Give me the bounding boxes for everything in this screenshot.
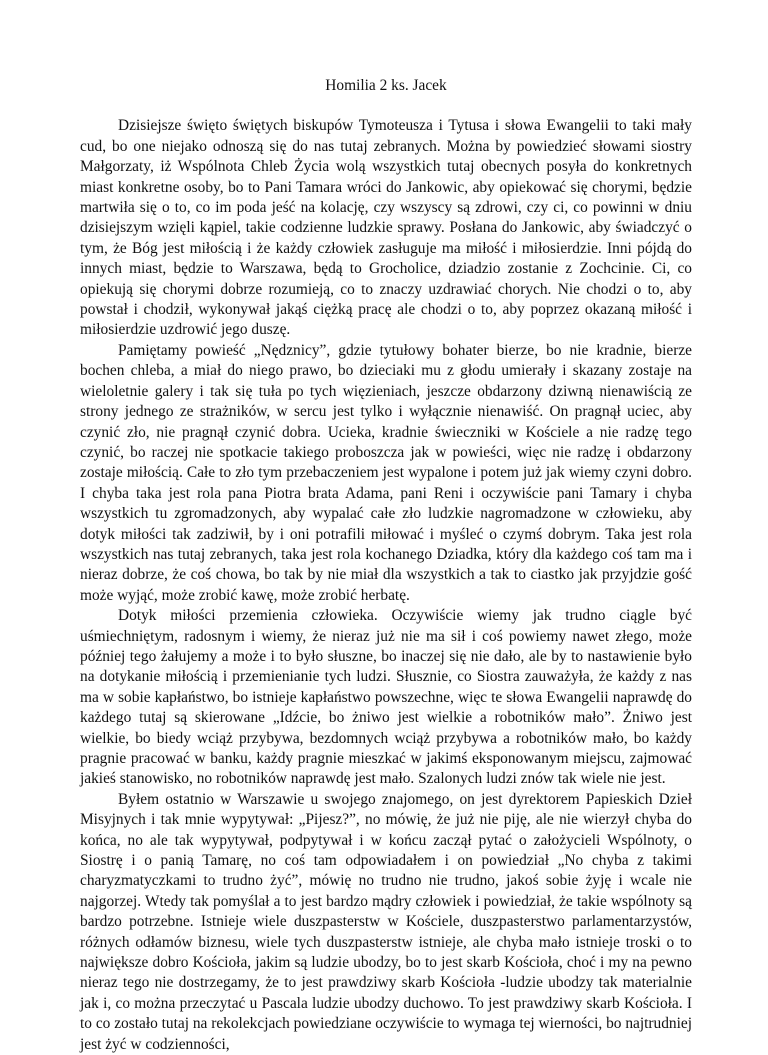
paragraph-3: Dotyk miłości przemienia człowieka. Oczywiście wiemy jak trudno ciągle być uśmiechniętym, radosnym i wiemy, że nieraz już nie ma sił i coś powiemy nawet złego, może później tego żałujemy a może i to było słuszne, bo inaczej się nie dało, ale by to nastawienie było na dotykanie miłością i przemienianie tych ludzi. Słusznie, co Siostra zauważyła, że każdy z nas ma w sobie kapłaństwo, bo istnieje kapłaństwo powszechne, więc te słowa Ewangelii naprawdę do każdego tutaj są skierowane „Idźcie, bo żniwo jest wielkie a robotników mało”. Żniwo jest wielkie, bo biedy wciąż przybywa, bezdomnych wciąż przybywa a robotników mało, bo każdy pragnie pracować w banku, każdy pragnie mieszkać w jakimś eksponowanym miejscu, zajmować jakieś stanowisko, no robotników naprawdę jest mało. Szalonych ludzi znów tak wiele nie jest. — [80, 607, 692, 788]
document-page — [80, 76, 692, 1055]
paragraph-1: Dzisiejsze święto świętych biskupów Tymoteusza i Tytusa i słowa Ewangelii to taki mały cud, bo one niejako odnoszą się do nas tutaj zebranych. Można by powiedzieć słowami siostry Małgorzaty, iż Wspólnota Chleb Życia wolą wszystkich tutaj obecnych posyła do konkretnych miast konkretne osoby, bo to Pani Tamara wróci do Jankowic, aby opiekować się chorymi, będzie martwiła się o to, co im poda jeść na kolację, czy wszyscy są zdrowi, czy ci, co powinni w dniu dzisiejszym wzięli kąpiel, takie codzienne ludzkie sprawy. Posłana do Jankowic, aby świadczyć o tym, że Bóg jest miłością i że każdy człowiek zasługuje ma miłość i miłosierdzie. Inni pójdą do innych miast, będzie to Warszawa, będą to Grocholice, dziadzio zostanie z Zochcinie. Ci, co opiekują się chorymi dobrze rozumieją, co to znaczy uzdrawiać chorych. Nie chodzi o to, aby powstał i chodził, wykonywał jakąś ciężką pracę ale chodzi o to, aby poprzez okazaną miłość i miłosierdzie uzdrowić jego duszę. — [80, 117, 692, 339]
paragraph-4: Byłem ostatnio w Warszawie u swojego znajomego, on jest dyrektorem Papieskich Dzieł Misyjnych i tak mnie wypytywał: „Pijesz?”, no mówię, że już nie piję, ale nie wierzył chyba do końca, no ale tak wypytywał, podpytywał i w końcu zaczął pytać o założycieli Wspólnoty, o Siostrę i o panią Tamarę, no coś tam odpowiadałem i on powiedział „No chyba z takimi charyzmatyczkami to trudno żyć”, mówię no trudno nie trudno, jakoś sobie żyję i wcale nie najgorzej. Wtedy tak pomyślał a to jest bardzo mądry człowiek i powiedział, że takie wspólnoty są bardzo potrzebne. Istnieje wiele duszpasterstw w Kościele, duszpasterstwo parlamentarzystów, różnych odłamów biznesu, wiele tych duszpasterstw istnieje, ale chyba mało istnieje troski o to największe dobro Kościoła, jakim są ludzie ubodzy, bo to jest skarb Kościoła, choć i my na pewno nieraz tego nie dostrzegamy, że to jest prawdziwy skarb Kościoła -ludzie ubodzy tak materialnie jak i, co można przeczytać u Pascala ludzie ubodzy duchowo. To jest prawdziwy skarb Kościoła. I to co zostało tutaj na rekolekcjach powiedziane oczywiście to wymaga tej wierności, bo najtrudniej jest żyć w codzienności, — [80, 790, 692, 1053]
document-title: Homilia 2 ks. Jacek — [325, 77, 447, 94]
paragraph-2: Pamiętamy powieść „Nędznicy”, gdzie tytułowy bohater bierze, bo nie kradnie, bierze bochen chleba, a miał do niego prawo, bo dzieciaki mu z głodu umierały i skazany zostaje na wieloletnie galery i tak się tuła po tych więzieniach, jeszcze obdarzony dziwną nienawiścią ze strony jednego ze strażników, w sercu jest tylko i wyłącznie nienawiść. On pragnął uciec, aby czynić zło, nie pragnął czynić dobra. Ucieka, kradnie świeczniki w Kościele a nie radzę tego czynić, bo raczej nie spotkacie takiego proboszcza jak w powieści, więc nie radzę i obdarzony zostaje miłością. Całe to zło tym przebaczeniem jest wypalone i potem już jak wiemy czyni dobro. I chyba taka jest rola pana Piotra brata Adama, pani Reni i oczywiście pani Tamary i chyba wszystkich tu zgromadzonych, aby wypalać całe zło ludzkie nagromadzone w człowieku, aby dotyk miłości tak zadziwił, by i oni potrafili miłować i myśleć o czymś dobrym. Taka jest rola wszystkich nas tutaj zebranych, taka jest rola kochanego Dziadka, który dla każdego coś tam ma i nieraz dobrze, że coś chowa, bo tak by nie miał dla wszystkich a tak to ciastko jak przyjdzie gość może wyjąć, może zrobić kawę, może zrobić herbatę. — [80, 341, 692, 604]
